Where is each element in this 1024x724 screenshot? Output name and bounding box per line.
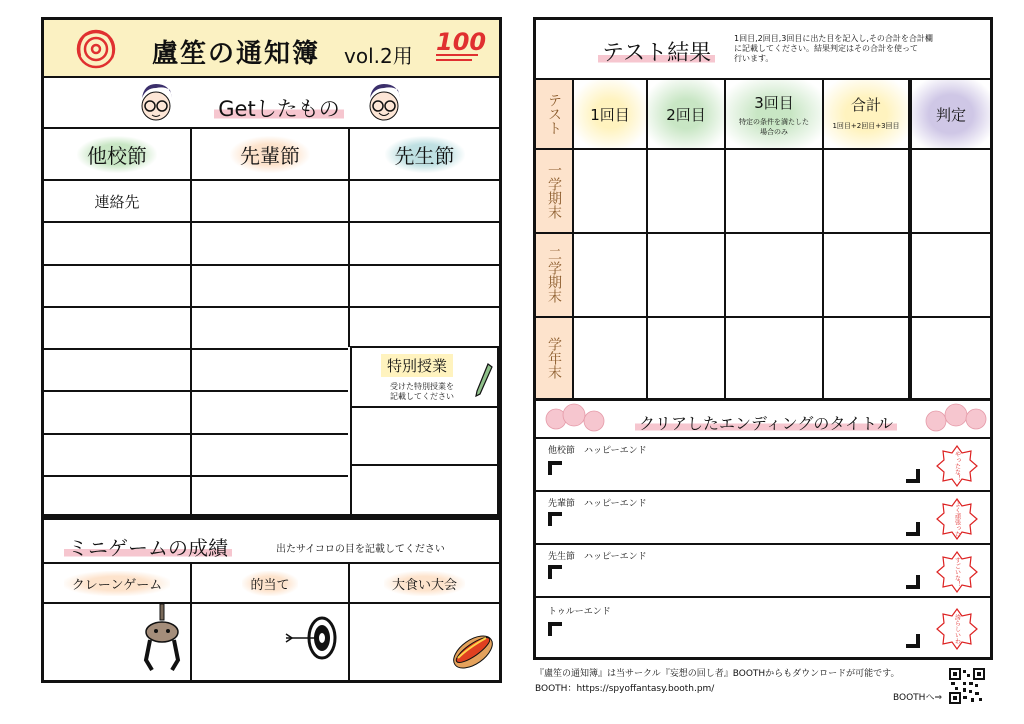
column-header-other-school bbox=[44, 129, 190, 179]
hotdog-icon bbox=[448, 624, 498, 674]
test-results-title bbox=[598, 36, 715, 67]
endings-panel bbox=[533, 398, 993, 660]
game-label: 大食い大会 bbox=[384, 571, 465, 596]
mini-game-panel bbox=[41, 517, 502, 683]
get-title-text: Getしたもの bbox=[214, 93, 343, 123]
column-header-teacher bbox=[350, 129, 499, 179]
ending-label: 先生節 ハッピーエンド bbox=[548, 552, 647, 562]
special-title-text: 特別授業 bbox=[381, 354, 453, 377]
header-judge: 判定 bbox=[935, 105, 966, 124]
stamp-text: やったな！ bbox=[953, 451, 961, 481]
header-note: 場合のみ bbox=[760, 128, 788, 136]
page-title: 盧笙の通知簿 bbox=[152, 39, 321, 69]
column-header-senior bbox=[192, 129, 348, 179]
special-note-line: 受けた特別授業を bbox=[390, 382, 454, 391]
volume-label: vol.2用 bbox=[344, 44, 413, 68]
ending-row bbox=[536, 492, 990, 543]
flower-logo-icon bbox=[74, 28, 118, 70]
footer-booth-url[interactable]: BOOTH：https://spyoffantasy.booth.pm/ bbox=[535, 684, 715, 694]
crane-claw-icon bbox=[142, 604, 182, 678]
game-label: クレーンゲーム bbox=[64, 571, 170, 596]
special-class-title bbox=[352, 354, 482, 376]
pencil-icon bbox=[474, 362, 494, 398]
header-round-2: 2回目 bbox=[666, 105, 706, 124]
special-note-line: 記載してください bbox=[390, 392, 454, 401]
term-second bbox=[536, 234, 572, 316]
column-label: 先生節 bbox=[385, 136, 465, 173]
glasses-face-icon bbox=[136, 82, 176, 128]
ending-title-text: クリアしたエンディングのタイトル bbox=[635, 411, 897, 434]
header-round-3 bbox=[726, 92, 822, 137]
term-year-end bbox=[536, 318, 572, 398]
first-cell-contact: 連絡先 bbox=[94, 192, 140, 211]
row-header-test bbox=[536, 80, 572, 148]
stamp-text: 誇らしいわ bbox=[953, 614, 961, 644]
header-note: 特定の条件を満たした bbox=[739, 118, 809, 126]
score-value: 100 bbox=[436, 28, 487, 56]
ending-label: トゥルーエンド bbox=[548, 607, 611, 617]
ending-label: 先輩節 ハッピーエンド bbox=[548, 499, 647, 509]
header-round-1: 1回目 bbox=[590, 105, 630, 124]
header-total-label: 合計 bbox=[850, 96, 881, 114]
mini-game-title bbox=[64, 532, 232, 561]
special-class-box bbox=[350, 346, 499, 517]
instruction-line: に記載してください。結果判定はその合計を使って bbox=[734, 44, 918, 53]
right-sheet bbox=[533, 17, 993, 401]
instruction-line: 1回目,2回目,3回目に出た目を記入し,その合計を合計欄 bbox=[734, 34, 933, 43]
mini-game-note: 出たサイコロの目を記載してください bbox=[276, 544, 445, 555]
stamp-text: すごいな！ bbox=[953, 557, 961, 587]
booth-link[interactable]: BOOTHへ⇒ bbox=[893, 693, 942, 703]
score-mark bbox=[436, 28, 486, 61]
ending-row bbox=[536, 598, 990, 657]
term-label: 学年末 bbox=[546, 337, 562, 379]
instruction-line: 行います。 bbox=[734, 54, 774, 63]
header-round-3-label: 3回目 bbox=[754, 94, 794, 112]
ending-row bbox=[536, 545, 990, 596]
term-label: 二学期末 bbox=[546, 247, 562, 303]
ending-section-title bbox=[576, 407, 956, 437]
ending-row bbox=[536, 439, 990, 490]
mini-title-text: ミニゲームの成績 bbox=[64, 536, 232, 560]
game-label: 的当て bbox=[242, 571, 297, 596]
game-target bbox=[192, 564, 348, 602]
special-class-note bbox=[362, 382, 482, 402]
term-first bbox=[536, 150, 572, 232]
footer-notice: 『盧笙の通知簿』は当サークル『妄想の回し者』BOOTHからもダウンロードが可能です。 bbox=[535, 669, 900, 679]
test-title-text: テスト結果 bbox=[598, 41, 715, 66]
ending-label: 他校節 ハッピーエンド bbox=[548, 446, 647, 456]
stamp-text: よく頑張った bbox=[953, 501, 961, 537]
cherry-blossom-icon-2 bbox=[922, 403, 990, 437]
target-icon bbox=[284, 616, 340, 660]
header-note: 1回目+2回目+3回目 bbox=[832, 122, 900, 130]
column-label: 他校節 bbox=[77, 136, 157, 173]
game-crane bbox=[44, 564, 190, 602]
column-label: 先輩節 bbox=[230, 136, 310, 173]
game-eating bbox=[350, 564, 499, 602]
row-header-text: テスト bbox=[546, 93, 562, 135]
qr-code-icon[interactable] bbox=[949, 668, 985, 704]
get-section-title bbox=[194, 92, 364, 124]
header-total bbox=[824, 94, 908, 131]
test-instructions bbox=[734, 34, 989, 64]
left-sheet bbox=[41, 17, 502, 517]
glasses-face-icon-2 bbox=[364, 82, 404, 128]
term-label: 一学期末 bbox=[546, 163, 562, 219]
